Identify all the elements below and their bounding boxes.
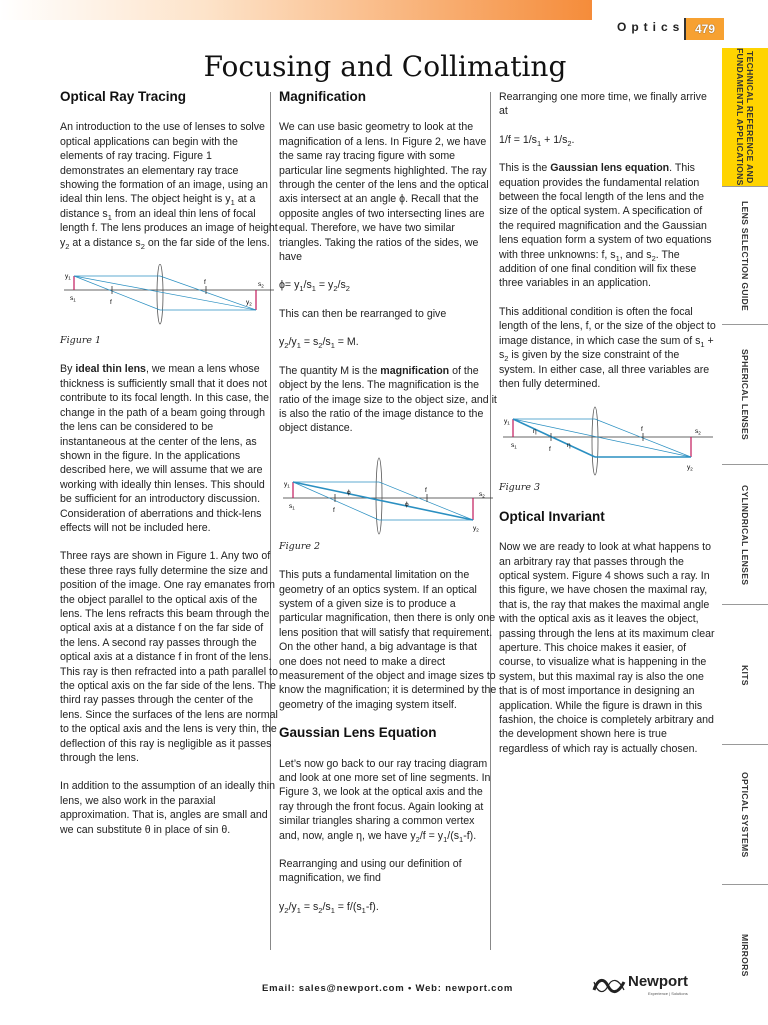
label-f: f <box>425 486 427 494</box>
figure-2 <box>279 450 497 540</box>
ray-highlight <box>513 419 595 457</box>
label-y1: $y_1$ <box>504 418 510 426</box>
equation: $1/f = 1/s_1 + 1/s_2$. <box>499 133 575 148</box>
label-y1: $y_1$ <box>284 480 290 489</box>
newport-brand: Newport <box>628 973 688 990</box>
tab-mirrors[interactable]: MIRRORS <box>722 884 768 1025</box>
label-f: f <box>204 279 206 287</box>
newport-logo-icon <box>592 976 626 996</box>
tab-cylindrical-lenses[interactable]: CYLINDRICAL LENSES <box>722 464 768 605</box>
newport-tagline: Experience | Solutions <box>648 991 688 996</box>
label-y2: $y_2$ <box>473 524 479 533</box>
label-y2: $y_2$ <box>246 299 252 307</box>
label-f: f <box>110 299 112 307</box>
figure-2-caption: Figure 2 <box>279 540 321 552</box>
label-eta: η <box>567 442 571 450</box>
paragraph: Rearranging one more time, we finally arrive at <box>499 91 707 118</box>
paragraph: In addition to the assumption of an ideally thin lens, we also work in the paraxial approximation. That is, angles are small and we can substitute θ in place of sin θ. <box>60 780 275 836</box>
label-phi: ϕ <box>405 500 409 508</box>
equation: $\phi= y_1/s_1 = y_2/s_2$ <box>279 279 350 294</box>
label-s2: $s_2$ <box>479 490 485 499</box>
section-name: Optics <box>617 20 685 34</box>
ray-highlight <box>293 482 473 520</box>
paragraph: This can then be rearranged to give <box>279 307 447 320</box>
ray <box>513 419 691 457</box>
column-2 <box>279 90 497 928</box>
label-s1: $s_1$ <box>289 502 295 511</box>
lens <box>592 407 598 475</box>
paragraph: This is the Gaussian lens equation. This equation provides the fundamental relation between the focal length of the lens and the size of the optical system. A specification of the required magnification and the Gaussian lens equation form a system of two equations with three unknowns: f, $s_1$, and $s_2$. The addition of one final condition will fix these three variables in an application. <box>499 162 712 290</box>
label-f: f <box>641 426 643 434</box>
label-s1: $s_1$ <box>511 442 517 450</box>
lens <box>376 458 382 534</box>
tab-optical-systems[interactable]: OPTICAL SYSTEMS <box>722 744 768 885</box>
heading-magnification: Magnification <box>279 89 366 104</box>
section-tabs <box>722 48 768 1024</box>
footer-contact: Email: sales@newport.com • Web: newport.com <box>262 983 514 994</box>
ray <box>293 482 379 520</box>
header-gradient-bar <box>0 0 592 20</box>
paragraph: The quantity M is the magnification of the object by the lens. The magnification is the ratio of the image size to the object size, and it is also the ratio of the image distance to the object distance. <box>279 364 497 435</box>
page-number: 479 <box>684 18 724 40</box>
figure-3-caption: Figure 3 <box>499 482 541 494</box>
label-y1: $y_1$ <box>65 273 71 281</box>
figure-1-diagram <box>60 264 278 334</box>
figure-3-diagram <box>499 405 717 481</box>
figure-2-diagram <box>279 450 497 540</box>
tab-kits[interactable]: KITS <box>722 604 768 745</box>
heading-optical-ray-tracing: Optical Ray Tracing <box>60 89 187 104</box>
column-1 <box>60 90 278 851</box>
paragraph: Rearranging and using our definition of magnification, we find <box>279 858 462 885</box>
paragraph: Three rays are shown in Figure 1. Any two of these three rays fully determine the size and position of the image. One ray emanates from the object parallel to the optical axis of the lens. The lens refracts this beam through the optical axis at a distance f on the far side of the lens. A second ray passes through the optical axis at a distance f in front of the lens. This ray is then refracted into a path parallel to the optical axis on the far side of the lens. The third ray passes through the center of the lens. Since the surfaces of the lens are normal to the optical axis and the lens is very thin, the deflection of this ray is negligible as it passes through the lens. <box>60 550 278 765</box>
ray <box>160 276 256 310</box>
tab-lens-selection-guide[interactable]: LENS SELECTION GUIDE <box>722 186 768 325</box>
figure-3 <box>499 405 717 481</box>
column-3 <box>499 90 717 770</box>
label-f: f <box>333 506 335 514</box>
label-eta: η <box>533 428 537 436</box>
newport-logo <box>592 973 712 1000</box>
ray <box>74 276 256 310</box>
label-s1: $s_1$ <box>70 295 76 303</box>
label-s2: $s_2$ <box>258 281 264 289</box>
heading-gaussian-lens-equation: Gaussian Lens Equation <box>279 725 437 741</box>
label-y2: $y_2$ <box>687 464 693 472</box>
paragraph: We can use basic geometry to look at the magnification of a lens. In Figure 2, we have the same ray tracing figure with some particular line segments highlighted. The ray through the center of the lens and the optical axis intersect at an angle ϕ. Recall that the opposite angles of two intersecting lines are equal. Therefore, we have two similar triangles. Taking the ratios of the sides, we have <box>279 121 489 264</box>
paragraph: An introduction to the use of lenses to solve optical applications can begin with the elements of ray tracing. Figure 1 demonstrates an elementary ray trace showing the formation of an image, using an ideal thin lens. The object height is $y_1$ at a distance $s_1$ from an ideal thin lens of focal length f. The lens produces an image of height $y_2$ at a distance $s_2$ on the far side of the lens. <box>60 121 278 251</box>
tab-spherical-lenses[interactable]: SPHERICAL LENSES <box>722 324 768 465</box>
label-s2: $s_2$ <box>695 428 701 436</box>
lens <box>157 264 163 324</box>
ray <box>74 276 160 310</box>
paragraph: This additional condition is often the focal length of the lens, f, or the size of the object to image distance, in which case the sum of $s_1 + s_2$ is given by the size constraint of the system. In either case, all three variables are then fully determined. <box>499 305 716 390</box>
equation: $y_2/y_1 = s_2/s_1 = f/(s_1-f)$. <box>279 900 379 915</box>
figure-1 <box>60 264 278 334</box>
tab-technical-reference[interactable]: TECHNICAL REFERENCE AND FUNDAMENTAL APPLICATIONS <box>722 48 768 186</box>
paragraph: By ideal thin lens, we mean a lens whose thickness is sufficiently small that it does not contribute to its focal length. In this case, the change in the path of a beam going through the lens can be considered to be instantaneous at the center of the lens, as shown in the figure. In the applications described here, we will assume that we are working with ideally thin lenses. This should be sufficient for an introductory discussion. Consideration of aberrations and thick-lens effects will not be included here. <box>60 363 270 534</box>
paragraph: Let’s now go back to our ray tracing diagram and look at one more set of line segments. In Figure 3, we look at the optical axis and the ray through the front focus. Again looking at similar triangles sharing a common vertex and, now, angle η, we have $y_2/f = y_1/(s_1-f)$. <box>279 757 491 844</box>
label-f: f <box>549 446 551 454</box>
equation: $y_2/y_1 = s_2/s_1 = M$. <box>279 336 359 351</box>
paragraph: This puts a fundamental limitation on the geometry of an optics system. If an optical system of a given size is to produce a particular magnification, then there is only one lens position that will satisfy that requirement. On the other hand, a big advantage is that one does not need to make a direct measurement of the object and image sizes to know the magnification; it is determined by the geometry of the imaging system itself. <box>279 569 497 711</box>
page-title: Focusing and Collimating <box>203 50 567 83</box>
label-phi: ϕ <box>347 488 351 496</box>
heading-optical-invariant: Optical Invariant <box>499 508 605 524</box>
paragraph: Now we are ready to look at what happens to an arbitrary ray that passes through the optical system. Figure 4 shows such a ray. In this figure, we have chosen the maximal ray, that is, the ray that makes the maximal angle with the optical axis as it leaves the object, passing through the lens at its maximum clear aperture. This choice makes it easier, of course, to visualize what is happening in the system, but this maximal ray is also the one that is of most importance in designing an application. While the figure is drawn in this fashion, the choice is completely arbitrary and the development shown here is true regardless of which ray is actually chosen. <box>499 541 715 755</box>
figure-1-caption: Figure 1 <box>60 335 102 347</box>
